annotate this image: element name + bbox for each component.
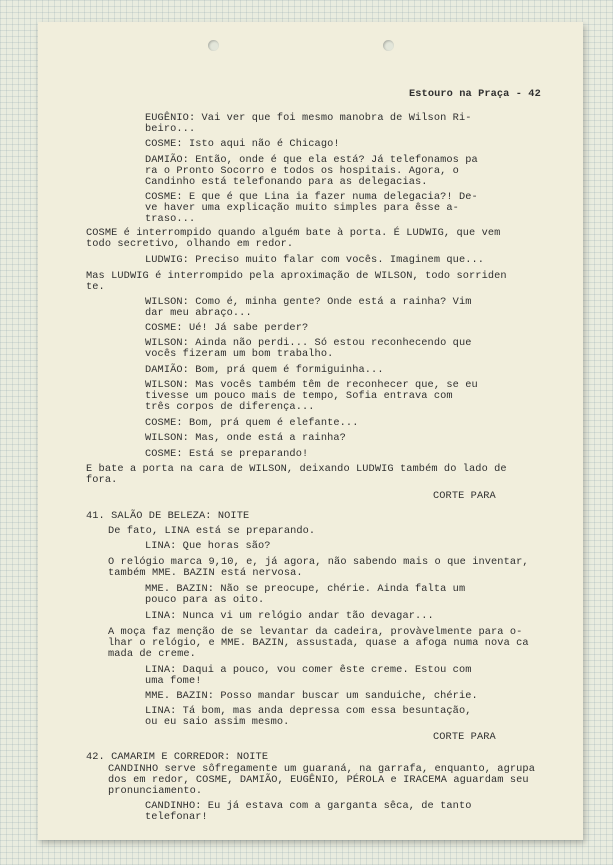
action-line: também MME. BAZIN está nervosa.: [108, 567, 303, 579]
dialogue-line: MME. BAZIN: Não se preocupe, chérie. Ainda falta um: [145, 583, 466, 595]
dialogue-line: WILSON: Mas, onde está a rainha?: [145, 432, 346, 444]
action-line: todo secretivo, olhando em redor.: [86, 238, 294, 250]
action-line: A moça faz menção de se levantar da cadeira, provàvelmente para o-: [108, 626, 523, 638]
action-line: lhar o relógio, e MME. BAZIN, assustada, quase a afoga numa nova ca: [108, 637, 529, 649]
dialogue-line: beiro...: [145, 123, 196, 135]
dialogue-line: MME. BAZIN: Posso mandar buscar um sanduiche, chérie.: [145, 690, 478, 702]
dialogue-line: WILSON: Como é, minha gente? Onde está a rainha? Vim: [145, 296, 472, 308]
dialogue-line: COSME: Bom, prá quem é elefante...: [145, 417, 359, 429]
dialogue-line: ou eu saio assim mesmo.: [145, 716, 290, 728]
dialogue-line: pouco para as oito.: [145, 594, 265, 606]
dialogue-line: CANDINHO: Eu já estava com a garganta sêca, de tanto: [145, 800, 472, 812]
dialogue-line: DAMIÃO: Bom, prá quem é formiguinha...: [145, 364, 384, 376]
scene-heading: 41. SALÃO DE BELEZA: NOITE: [86, 510, 250, 522]
dialogue-line: LINA: Daqui a pouco, vou comer êste creme. Estou com: [145, 664, 472, 676]
dialogue-line: ve haver uma explicação muito simples para êsse a-: [145, 202, 459, 214]
dialogue-line: WILSON: Ainda não perdi... Só estou reconhecendo que: [145, 337, 472, 349]
action-line: E bate a porta na cara de WILSON, deixando LUDWIG também do lado de: [86, 463, 507, 475]
dialogue-line: COSME: Ué! Já sabe perder?: [145, 322, 309, 334]
action-line: fora.: [86, 474, 118, 486]
dialogue-line: traso...: [145, 213, 196, 225]
scene-heading: 42. CAMARIM E CORREDOR: NOITE: [86, 751, 269, 763]
action-line: De fato, LINA está se preparando.: [108, 525, 316, 537]
dialogue-line: ra o Pronto Socorro e todos os hospitais. Agora, o: [145, 165, 459, 177]
dialogue-line: tivesse um pouco mais de tempo, Sofia entrava com: [145, 390, 453, 402]
dialogue-line: EUGÊNIO: Vai ver que foi mesmo manobra de Wilson Ri-: [145, 112, 472, 124]
dialogue-line: LINA: Tá bom, mas anda depressa com essa besuntação,: [145, 705, 472, 717]
dialogue-line: COSME: Está se preparando!: [145, 448, 309, 460]
dialogue-line: Candinho está telefonando para as delegacias.: [145, 176, 428, 188]
dialogue-line: LUDWIG: Preciso muito falar com vocês. Imaginem que...: [145, 254, 485, 266]
dialogue-line: COSME: E que é que Lina ia fazer numa delegacia?! De-: [145, 191, 478, 203]
script-page: [38, 22, 583, 840]
punch-hole: [383, 40, 394, 51]
dialogue-line: três corpos de diferença...: [145, 401, 315, 413]
dialogue-line: vocês fizeram um bom trabalho.: [145, 348, 334, 360]
transition: CORTE PARA: [433, 731, 496, 743]
transition: CORTE PARA: [433, 490, 496, 502]
dialogue-line: COSME: Isto aqui não é Chicago!: [145, 138, 340, 150]
action-line: pronunciamento.: [108, 785, 203, 797]
dialogue-line: dar meu abraço...: [145, 307, 252, 319]
dialogue-line: DAMIÃO: Então, onde é que ela está? Já telefonamos pa: [145, 154, 478, 166]
dialogue-line: uma fome!: [145, 675, 202, 687]
action-line: COSME é interrompido quando alguém bate à porta. É LUDWIG, que vem: [86, 227, 501, 239]
action-line: O relógio marca 9,10, e, já agora, não sabendo mais o que inventar,: [108, 556, 529, 568]
action-line: mada de creme.: [108, 648, 196, 660]
dialogue-line: LINA: Que horas são?: [145, 540, 271, 552]
dialogue-line: telefonar!: [145, 811, 208, 823]
page-header: Estouro na Praça - 42: [409, 88, 541, 100]
punch-hole: [208, 40, 219, 51]
action-line: te.: [86, 281, 105, 293]
action-line: dos em redor, COSME, DAMIÃO, EUGÊNIO, PÉROLA e IRACEMA aguardam seu: [108, 774, 529, 786]
dialogue-line: LINA: Nunca vi um relógio andar tão devagar...: [145, 610, 434, 622]
dialogue-line: WILSON: Mas vocês também têm de reconhecer que, se eu: [145, 379, 478, 391]
action-line: Mas LUDWIG é interrompido pela aproximação de WILSON, todo sorriden: [86, 270, 507, 282]
action-line: CANDINHO serve sôfregamente um guaraná, na garrafa, enquanto, agrupa: [108, 763, 535, 775]
